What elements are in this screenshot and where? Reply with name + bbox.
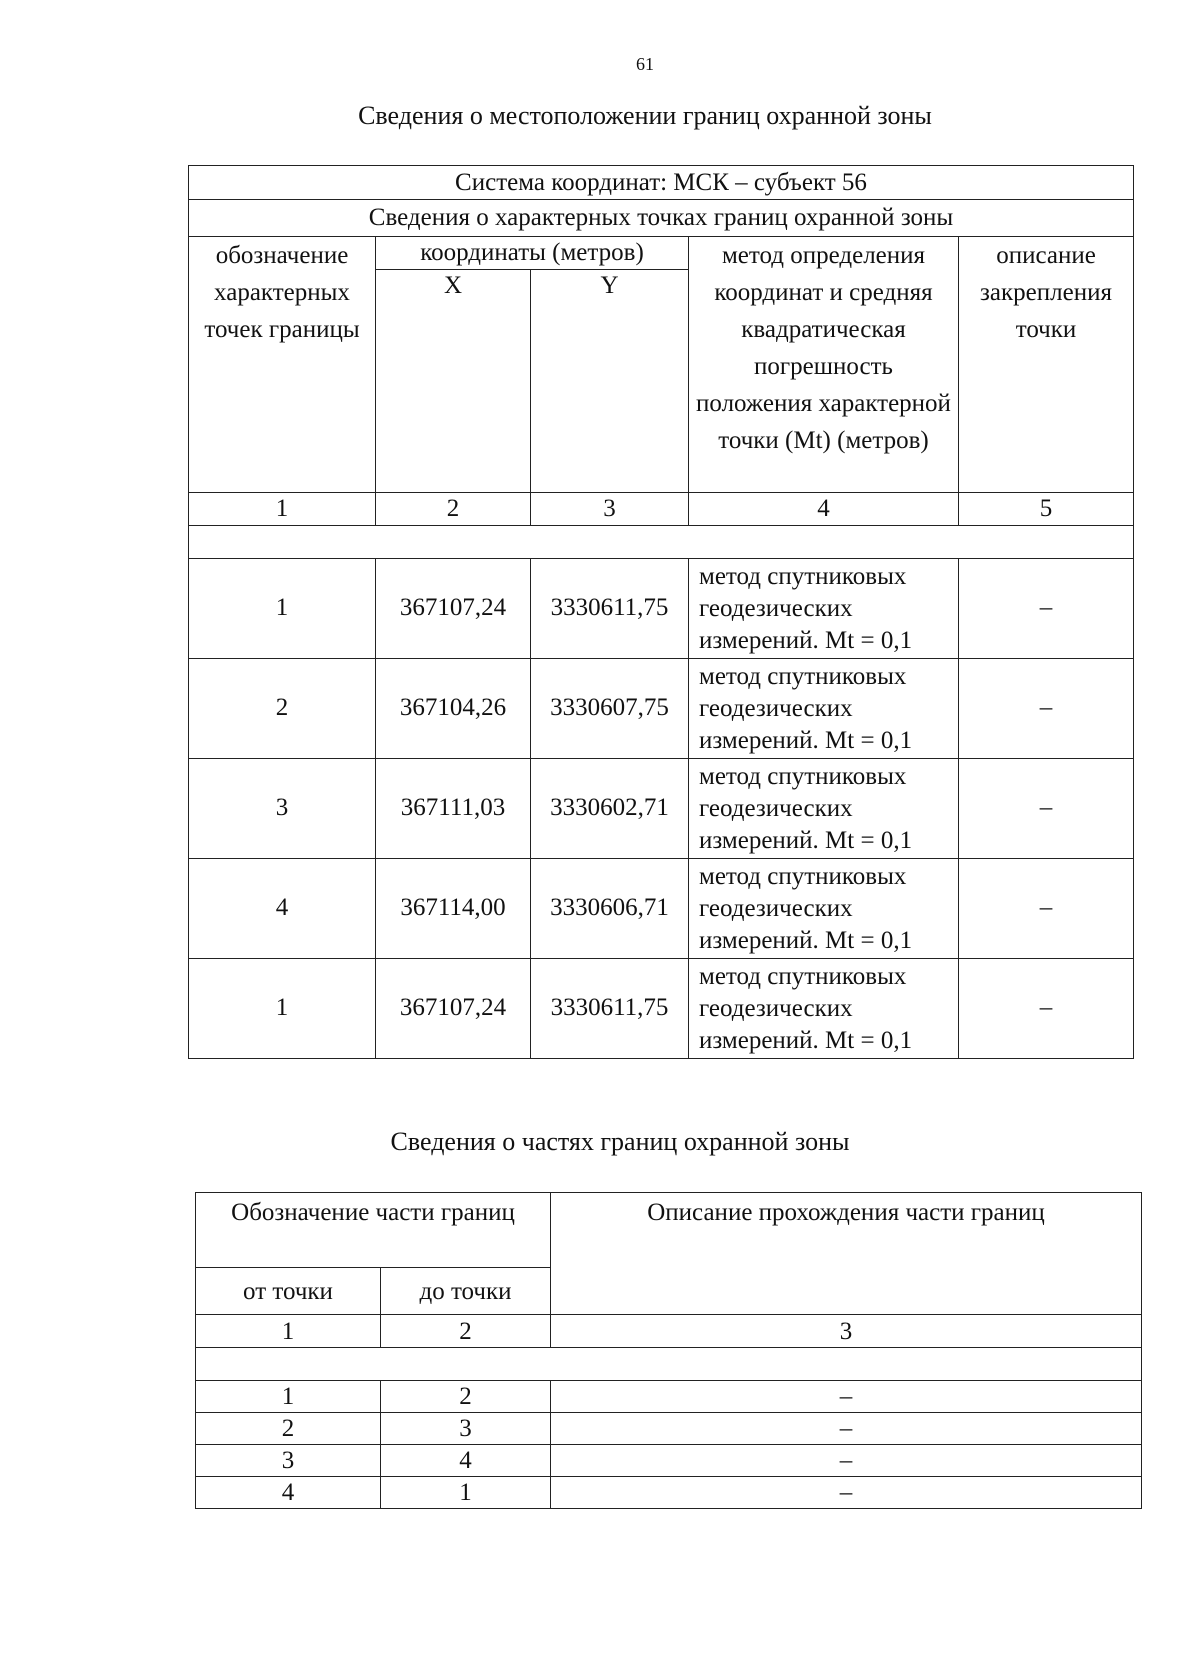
header-coords: координаты (метров) bbox=[376, 237, 689, 270]
header-x: X bbox=[376, 270, 531, 493]
table-row bbox=[189, 759, 1134, 859]
table-row bbox=[196, 1381, 1142, 1413]
table-row bbox=[189, 559, 1134, 659]
point-id: 1 bbox=[189, 959, 376, 1059]
section-title-location: Сведения о местоположении границ охранной зоны bbox=[358, 101, 932, 130]
point-id: 1 bbox=[189, 559, 376, 659]
coord-system-cell: Система координат: МСК – субъект 56 bbox=[189, 166, 1134, 200]
from-point: 1 bbox=[196, 1381, 381, 1413]
fixing-cell: – bbox=[959, 859, 1134, 959]
from-point: 3 bbox=[196, 1445, 381, 1477]
to-point: 3 bbox=[381, 1413, 551, 1445]
header-part-designation: Обозначение части границ bbox=[196, 1193, 551, 1268]
to-point: 1 bbox=[381, 1477, 551, 1509]
part-description: – bbox=[551, 1413, 1142, 1445]
part-description: – bbox=[551, 1477, 1142, 1509]
header-part-description: Описание прохождения части границ bbox=[551, 1193, 1142, 1315]
coord-y: 3330611,75 bbox=[531, 559, 689, 659]
point-id: 4 bbox=[189, 859, 376, 959]
coord-x: 367111,03 bbox=[376, 759, 531, 859]
col-number-4: 4 bbox=[689, 493, 959, 526]
part-description: – bbox=[551, 1381, 1142, 1413]
coord-y: 3330607,75 bbox=[531, 659, 689, 759]
method-cell: метод спутниковых геодезических измерений. Mt = 0,1 bbox=[689, 759, 959, 859]
col-number-2: 2 bbox=[376, 493, 531, 526]
col-number-1: 1 bbox=[189, 493, 376, 526]
fixing-cell: – bbox=[959, 759, 1134, 859]
coord-y: 3330611,75 bbox=[531, 959, 689, 1059]
spacer-row bbox=[189, 526, 1134, 559]
fixing-cell: – bbox=[959, 959, 1134, 1059]
part-description: – bbox=[551, 1445, 1142, 1477]
table-row bbox=[189, 659, 1134, 759]
method-cell: метод спутниковых геодезических измерений. Mt = 0,1 bbox=[689, 859, 959, 959]
col-number-2: 2 bbox=[381, 1315, 551, 1348]
col-number-3: 3 bbox=[551, 1315, 1142, 1348]
fixing-cell: – bbox=[959, 559, 1134, 659]
page-number: 61 bbox=[636, 54, 654, 74]
from-point: 2 bbox=[196, 1413, 381, 1445]
point-id: 3 bbox=[189, 759, 376, 859]
coord-x: 367107,24 bbox=[376, 959, 531, 1059]
coord-y: 3330606,71 bbox=[531, 859, 689, 959]
col-number-3: 3 bbox=[531, 493, 689, 526]
header-to-point: до точки bbox=[381, 1268, 551, 1315]
coord-x: 367104,26 bbox=[376, 659, 531, 759]
boundary-points-table bbox=[188, 165, 1134, 1059]
table-row bbox=[196, 1413, 1142, 1445]
section-title-parts: Сведения о частях границ охранной зоны bbox=[390, 1127, 850, 1156]
header-designation: обозначение характерных точек границы bbox=[189, 237, 376, 493]
table-row bbox=[189, 859, 1134, 959]
from-point: 4 bbox=[196, 1477, 381, 1509]
header-method: метод определения координат и средняя квадратическая погрешность положения характерной точки (Mt) (метров) bbox=[689, 237, 959, 493]
to-point: 2 bbox=[381, 1381, 551, 1413]
header-y: Y bbox=[531, 270, 689, 493]
col-number-5: 5 bbox=[959, 493, 1134, 526]
table-row bbox=[196, 1445, 1142, 1477]
coord-x: 367107,24 bbox=[376, 559, 531, 659]
header-from-point: от точки bbox=[196, 1268, 381, 1315]
table-row bbox=[196, 1477, 1142, 1509]
table-row bbox=[189, 959, 1134, 1059]
method-cell: метод спутниковых геодезических измерений. Mt = 0,1 bbox=[689, 659, 959, 759]
coord-x: 367114,00 bbox=[376, 859, 531, 959]
point-id: 2 bbox=[189, 659, 376, 759]
method-cell: метод спутниковых геодезических измерений. Mt = 0,1 bbox=[689, 959, 959, 1059]
spacer-row bbox=[196, 1348, 1142, 1381]
boundary-parts-table bbox=[195, 1192, 1142, 1509]
method-cell: метод спутниковых геодезических измерений. Mt = 0,1 bbox=[689, 559, 959, 659]
col-number-1: 1 bbox=[196, 1315, 381, 1348]
points-subtitle-cell: Сведения о характерных точках границ охранной зоны bbox=[189, 200, 1134, 237]
coord-y: 3330602,71 bbox=[531, 759, 689, 859]
fixing-cell: – bbox=[959, 659, 1134, 759]
to-point: 4 bbox=[381, 1445, 551, 1477]
header-fixing: описание закрепления точки bbox=[959, 237, 1134, 493]
